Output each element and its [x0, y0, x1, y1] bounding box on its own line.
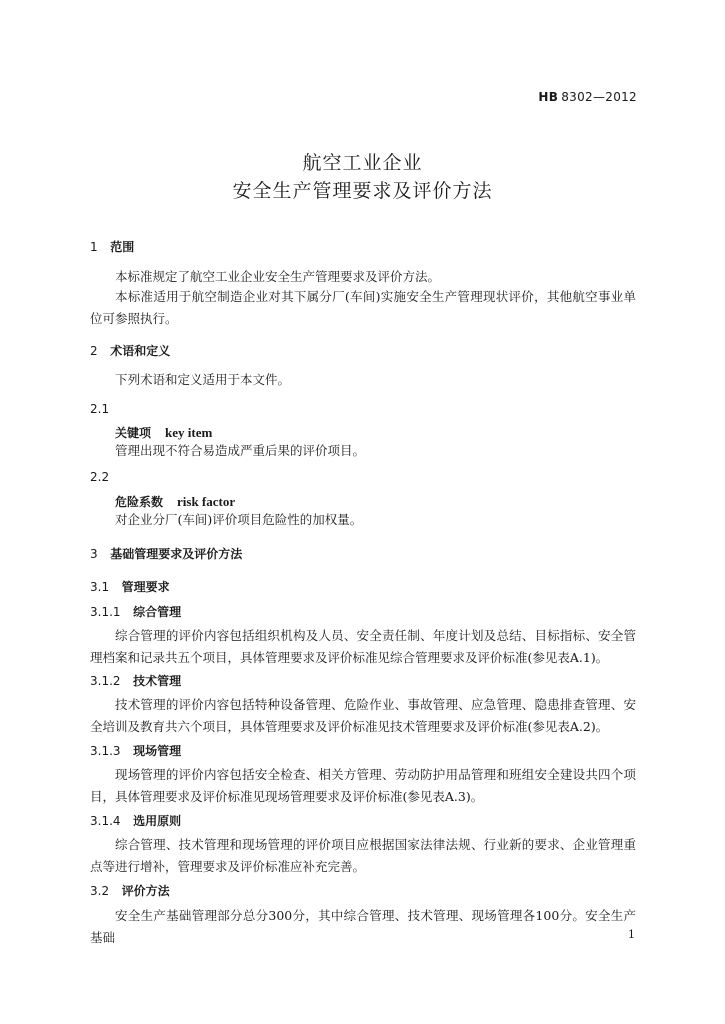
- term-entry: 关键项 key item: [115, 425, 213, 440]
- term-definition: 管理出现不符合易造成严重后果的评价项目。: [115, 443, 366, 458]
- paragraph: 技术管理的评价内容包括特种设备管理、危险作业、事故管理、应急管理、隐患排查管理、安全培训及教育共六个项目，具体管理要求及评价标准见技术管理要求及评价标准(参见表A.2)。: [90, 697, 636, 734]
- term-entry: 危险系数 risk factor: [115, 494, 236, 509]
- clause-number: 2.1: [90, 402, 110, 416]
- section-heading-3: 3 基础管理要求及评价方法: [90, 547, 243, 561]
- section-heading-2: 2 术语和定义: [90, 344, 171, 358]
- page-number: 1: [628, 928, 635, 941]
- clause-heading: 3.1.4 选用原则: [90, 814, 182, 828]
- subsection-heading: 3.1 管理要求: [90, 580, 170, 594]
- subsection-heading: 3.2 评价方法: [90, 884, 170, 898]
- paragraph: 本标准规定了航空工业企业安全生产管理要求及评价方法。: [115, 269, 441, 284]
- document-title-line2: 安全生产管理要求及评价方法: [232, 180, 493, 202]
- clause-heading: 3.1.2 技术管理: [90, 674, 182, 688]
- standard-code: HB 8302—2012: [538, 90, 637, 104]
- clause-heading: 3.1.3 现场管理: [90, 744, 182, 758]
- paragraph: 综合管理的评价内容包括组织机构及人员、安全责任制、年度计划及总结、目标指标、安全管理档案和记录共五个项目，具体管理要求及评价标准见综合管理要求及评价标准(参见表A.1)。: [90, 628, 636, 665]
- section-heading-1: 1 范围: [90, 240, 135, 254]
- term-definition: 对企业分厂(车间)评价项目危险性的加权量。: [115, 512, 363, 527]
- paragraph: 现场管理的评价内容包括安全检查、相关方管理、劳动防护用品管理和班组安全建设共四个项目，具体管理要求及评价标准见现场管理要求及评价标准(参见表A.3)。: [90, 767, 636, 804]
- paragraph: 安全生产基础管理部分总分300分，其中综合管理、技术管理、现场管理各100分。安全生产基础: [90, 908, 636, 945]
- paragraph: 本标准适用于航空制造企业对其下属分厂(车间)实施安全生产管理现状评价，其他航空事业单位可参照执行。: [90, 289, 636, 326]
- paragraph: 综合管理、技术管理和现场管理的评价项目应根据国家法律法规、行业新的要求、企业管理重点等进行增补，管理要求及评价标准应补充完善。: [90, 837, 636, 874]
- clause-heading: 3.1.1 综合管理: [90, 605, 182, 619]
- document-title-line1: 航空工业企业: [302, 152, 423, 174]
- paragraph: 下列术语和定义适用于本文件。: [115, 372, 291, 387]
- clause-number: 2.2: [90, 470, 110, 484]
